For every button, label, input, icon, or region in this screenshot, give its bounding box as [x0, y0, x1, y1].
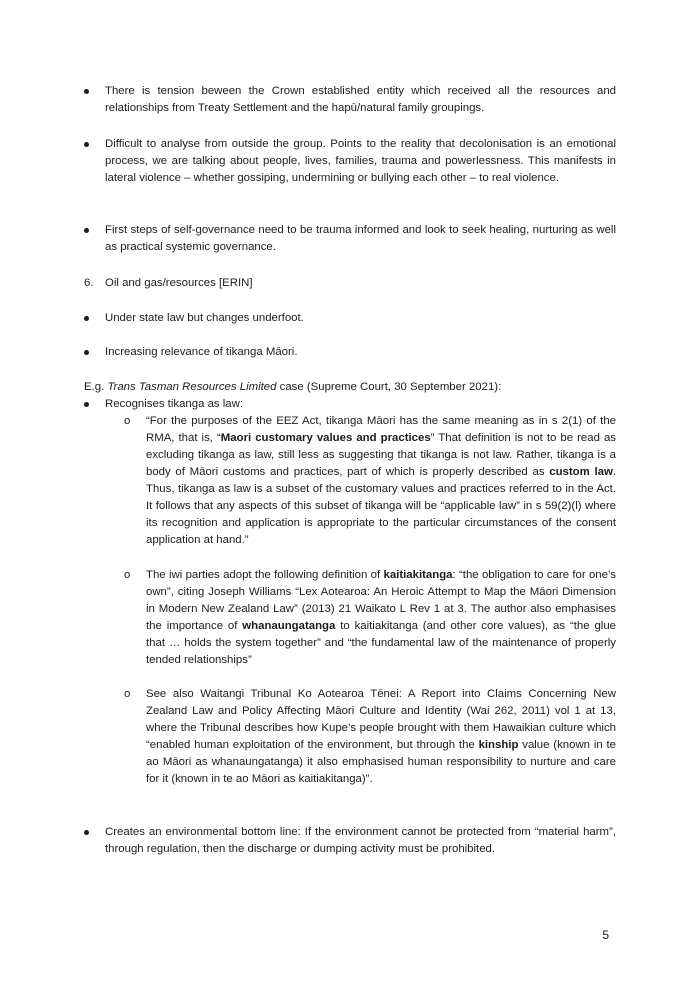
bullet-dot — [84, 316, 89, 321]
bullet-dot — [84, 142, 89, 147]
text-run: See also Waitangi Tribunal Ko Aotearoa Tēnei: A Report into Claims Concerning New Zealand Law and Policy Affecting Māori Culture and Identity (Wai 262, 2011) vol 1 at 13, where the Tribunal describes how Kupe’s people brought with them Hawaikian culture which “enabled human exploitation of the environment, but through the — [146, 688, 616, 751]
bullet-item — [84, 222, 616, 256]
text-run: : “the obligation to care for one’s own”, citing Joseph Williams “Lex Aotearoa: An Heroic Attempt to Map the Māori Dimension in Modern New Zealand Law” (2013) 21 Waikato L Rev 1 at 3. The author also emphasises the importance of — [146, 569, 616, 632]
emphasis: whanaungatanga — [242, 620, 336, 632]
example-paragraph — [84, 379, 624, 396]
bullet-text: Difficult to analyse from outside the group. Points to the reality that decolonisation is an emotional process, we are talking about people, lives, families, trauma and powerlessness. This manifests in lateral violence – whether gossiping, undermining or bullying each other – to real violence. — [105, 138, 616, 184]
section-number: 6. — [84, 277, 94, 289]
text-run: ” That definition is not to be read as excluding tikanga as law, still less as suggesting that tikanga is not law. Rather, tikanga is a body of Māori customs and practices, part of which is properly described as — [146, 432, 616, 478]
section-heading — [84, 275, 253, 292]
case-name: Trans Tasman Resources Limited — [107, 381, 277, 393]
sub-item-text — [146, 686, 616, 788]
sub-bullet-marker: o — [124, 569, 131, 581]
sub-item-kaitiakitanga — [124, 567, 616, 669]
sub-bullet-marker: o — [124, 415, 131, 427]
sub-item-waitangi-tribunal — [124, 686, 616, 788]
text-run: . Thus, tikanga as law is a subset of the customary values and practices referred to in the Act. It follows that any aspects of this subset of tikanga will be “applicable law” in s 59(2)(l) where its recognition and application is appropriate to the particular circumstances of the consent application at hand.” — [146, 466, 617, 546]
example-prefix: E.g. — [84, 381, 108, 393]
bullet-text: Increasing relevance of tikanga Māori. — [105, 346, 298, 358]
bullet-dot — [84, 402, 89, 407]
example-suffix: case (Supreme Court, 30 September 2021): — [276, 381, 502, 393]
bullet-item — [84, 83, 616, 117]
text-run: value (known in te ao Māori as whanaungatanga) it also emphasised human responsibility to nurture and care for it (known in te ao Māori as kaitiakitanga)”. — [146, 739, 616, 785]
bullet-text: Creates an environmental bottom line: If the environment cannot be protected from “material harm”, through regulation, then the discharge or dumping activity must be prohibited. — [105, 826, 616, 855]
sub-bullet-marker: o — [124, 688, 131, 700]
text-run: “For the purposes of the EEZ Act, tikanga Māori has the same meaning as in s 2(1) of the RMA, that is, “ — [146, 415, 616, 444]
section-title: Oil and gas/resources [ERIN] — [105, 277, 253, 289]
bullet-item — [84, 344, 616, 361]
bullet-dot — [84, 228, 89, 233]
bullet-item — [84, 136, 616, 187]
emphasis: kaitiakitanga — [383, 569, 453, 581]
text-run: to kaitiakitanga (and other core values), as “the glue that … holds the system together” and “the fundamental law of the maintenance of properly tended relationships” — [146, 620, 616, 666]
bullet-text: First steps of self-governance need to be trauma informed and look to seek healing, nurturing as well as practical systemic governance. — [105, 224, 616, 253]
emphasis: custom law — [549, 466, 613, 478]
text-run: The iwi parties adopt the following definition of — [146, 569, 384, 581]
bullet-text: There is tension beween the Crown established entity which received all the resources and relationships from Treaty Settlement and the hapū/natural family groupings. — [105, 85, 616, 114]
sub-item-text — [146, 567, 616, 669]
bullet-dot — [84, 350, 89, 355]
bullet-item — [84, 310, 616, 327]
bullet-item — [84, 824, 616, 858]
bullet-dot — [84, 830, 89, 835]
sub-item-quote — [124, 413, 616, 549]
emphasis: Maori customary values and practices — [220, 432, 431, 444]
bullet-text: Recognises tikanga as law: — [105, 398, 244, 410]
bullet-item — [84, 396, 616, 413]
page-number: 5 — [602, 928, 609, 942]
bullet-dot — [84, 89, 89, 94]
bullet-text: Under state law but changes underfoot. — [105, 312, 304, 324]
emphasis: kinship — [478, 739, 519, 751]
sub-item-text — [146, 413, 616, 549]
